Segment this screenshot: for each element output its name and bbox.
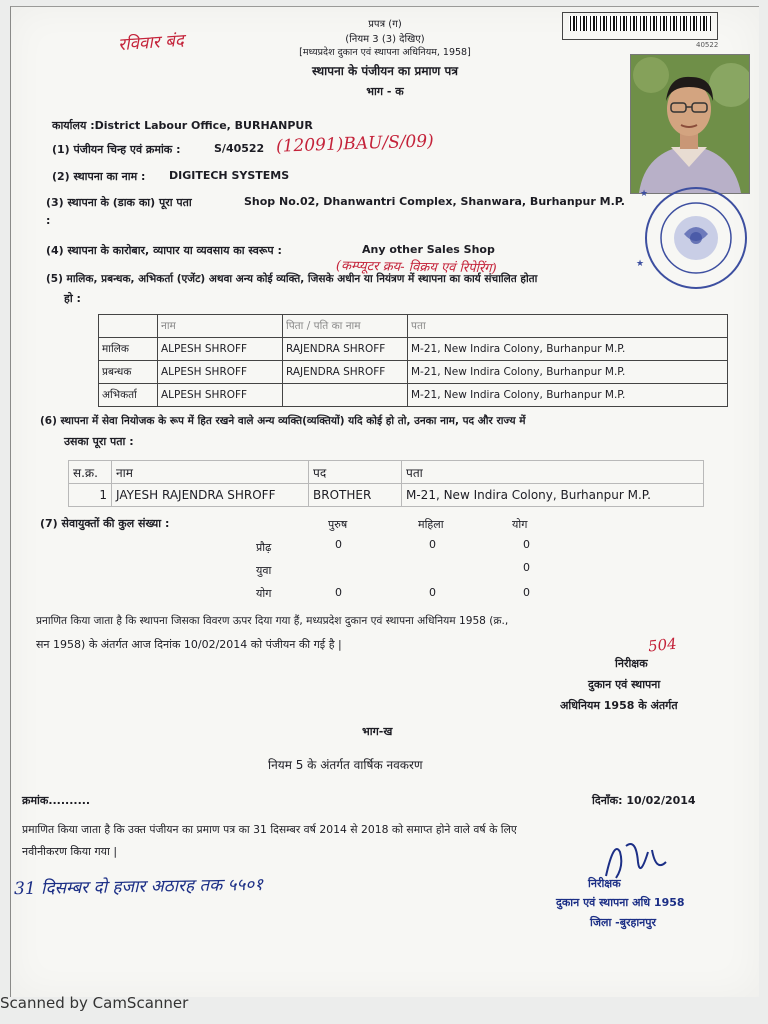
official-seal-icon — [624, 186, 766, 296]
inspector-act: अधिनियम 1958 के अंतर्गत — [560, 699, 678, 712]
role-cell: अभिकर्ता — [99, 384, 158, 407]
establishment-name: DIGITECH SYSTEMS — [169, 169, 290, 182]
address-cell: M-21, New Indira Colony, Burhanpur M.P. — [408, 338, 728, 361]
name-cell: ALPESH SHROFF — [158, 338, 283, 361]
office-label: कार्यालय :District Labour Office, BURHANPUR — [52, 119, 313, 132]
svg-text:★: ★ — [636, 259, 645, 269]
adult-female-count: 0 — [429, 538, 436, 551]
table-row — [99, 361, 728, 384]
sum-male-count: 0 — [335, 586, 342, 599]
name-cell: ALPESH SHROFF — [158, 361, 283, 384]
section-6-label-cont: उसका पूरा पता : — [64, 435, 134, 448]
person-portrait-icon — [631, 55, 749, 193]
table-header-cell: पद — [309, 461, 402, 484]
renewal-stamp-district: जिला -बुरहानपुर — [590, 916, 657, 929]
owners-table — [98, 314, 728, 407]
serial-label: क्रमांक.......... — [22, 794, 91, 807]
renewal-text-line-2: नवीनीकरण किया गया | — [22, 845, 118, 858]
table-header-cell — [99, 315, 158, 338]
inspector-signature: 504 — [647, 634, 678, 656]
part-b-title: भाग-ख — [362, 725, 393, 738]
establishment-address: Shop No.02, Dhanwantri Complex, Shanwara, Burhanpur M.P. — [244, 195, 625, 208]
address-cell: M-21, New Indira Colony, Burhanpur M.P. — [408, 361, 728, 384]
father-name-cell: RAJENDRA SHROFF — [283, 361, 408, 384]
name-cell: JAYESH RAJENDRA SHROFF — [112, 484, 309, 507]
section-6-label: (6) स्थापना में सेवा नियोजक के रूप में हित रखने वाले अन्य व्यक्ति(व्यक्तियों) यदि कोई हो तो, उनका नाम, पद और राज्य में — [40, 415, 526, 427]
table-header-row — [99, 315, 728, 338]
field-3-label: (3) स्थापना के (डाक का) पूरा पता — [46, 196, 192, 209]
section-7-label: (7) सेवायुक्तों की कुल संख्या : — [40, 517, 170, 530]
table-row — [69, 484, 704, 507]
adult-male-count: 0 — [335, 538, 342, 551]
certificate-title: स्थापना के पंजीयन का प्रमाण पत्र — [312, 64, 458, 78]
office-value: District Labour Office, BURHANPUR — [94, 119, 313, 132]
handwritten-tag: रविवार बंद — [117, 30, 185, 56]
adult-total-count: 0 — [523, 538, 530, 551]
table-header-cell: नाम — [158, 315, 283, 338]
table-row — [99, 384, 728, 407]
renewal-date: दिनाँक: 10/02/2014 — [592, 794, 696, 807]
certification-line-1: प्रनाणित किया जाता है कि स्थापना जिसका विवरण ऊपर दिया गया हैं, मध्यप्रदेश दुकान एवं स्थापना अधिनियम 1958 (क्र., — [36, 615, 509, 627]
rule-reference: (नियम 3 (3) देखिए) — [345, 34, 425, 45]
business-type: Any other Sales Shop — [362, 243, 495, 256]
table-row — [99, 338, 728, 361]
handwritten-renewal-note: 31 दिसम्बर दो हजार अठारह तक ५५०१ — [13, 874, 264, 900]
handwritten-registration-ref: (12091)BAU/S/09) — [275, 131, 435, 157]
barcode-number: 40522 — [696, 41, 719, 49]
table-header-cell: स.क्र. — [69, 461, 112, 484]
field-5-label-cont: हो : — [64, 292, 81, 305]
table-header-cell: पता — [408, 315, 728, 338]
youth-total-count: 0 — [523, 561, 530, 574]
svg-text:★: ★ — [640, 189, 649, 199]
owner-photo — [630, 54, 750, 194]
youth-row-label: युवा — [256, 564, 272, 577]
field-5-label: (5) मालिक, प्रबन्धक, अभिकर्ता (एजेंट) अथवा अन्य कोई व्यक्ति, जिसके अधीन या नियंत्रण में स्थापना का कार्य संचालित होता — [46, 273, 538, 285]
renewal-stamp-dept: दुकान एवं स्थापना अधि 1958 — [556, 896, 685, 909]
field-3-colon: : — [46, 214, 51, 227]
role-cell: प्रबन्धक — [99, 361, 158, 384]
registration-number: S/40522 — [214, 142, 265, 155]
female-column-header: महिला — [418, 518, 444, 531]
father-name-cell — [283, 384, 408, 407]
act-reference: [मध्यप्रदेश दुकान एवं स्थापना अधिनियम, 1958] — [299, 47, 471, 58]
sum-female-count: 0 — [429, 586, 436, 599]
scanner-watermark: Scanned by CamScanner — [0, 994, 189, 1012]
sum-row-label: योग — [256, 587, 272, 600]
renewal-text-line-1: प्रमाणित किया जाता है कि उक्त पंजीयन का प्रमाण पत्र का 31 दिसम्बर वर्ष 2014 से 2018 को समाप्त होने वाले वर्ष के लिए — [22, 823, 517, 836]
renewal-stamp-role: निरीक्षक — [588, 877, 621, 890]
field-1-label: (1) पंजीयन चिन्ह एवं क्रमांक : — [52, 143, 181, 156]
role-cell: मालिक — [99, 338, 158, 361]
father-name-cell: RAJENDRA SHROFF — [283, 338, 408, 361]
interest-persons-table — [68, 460, 704, 507]
table-header-cell: पता — [402, 461, 704, 484]
part-b-subtitle: नियम 5 के अंतर्गत वार्षिक नवकरण — [268, 758, 423, 772]
certification-line-2: सन 1958) के अंतर्गत आज दिनांक 10/02/2014 को पंजीयन की गई है | — [36, 638, 342, 651]
sum-total-count: 0 — [523, 586, 530, 599]
position-cell: BROTHER — [309, 484, 402, 507]
barcode-image — [562, 12, 718, 40]
address-cell: M-21, New Indira Colony, Burhanpur M.P. — [408, 384, 728, 407]
inspector-department: दुकान एवं स्थापना — [588, 678, 661, 691]
total-column-header: योग — [512, 518, 528, 531]
field-2-label: (2) स्थापना का नाम : — [52, 170, 146, 183]
handwritten-business-note: (कम्प्यूटर क्रय- विक्रय एवं रिपेरिंग) — [335, 258, 497, 277]
male-column-header: पुरुष — [328, 518, 348, 531]
table-header-cell: नाम — [112, 461, 309, 484]
table-header-cell: पिता / पति का नाम — [283, 315, 408, 338]
form-name: प्रपत्र (ग) — [368, 19, 402, 30]
adult-row-label: प्रौढ़ — [256, 541, 272, 554]
address-cell: M-21, New Indira Colony, Burhanpur M.P. — [402, 484, 704, 507]
inspector-role: निरीक्षक — [615, 657, 648, 670]
table-header-row — [69, 461, 704, 484]
serial-cell: 1 — [69, 484, 112, 507]
field-4-label: (4) स्थापना के कारोबार, व्यापार या व्यवसाय का स्वरूप : — [46, 244, 282, 257]
part-a-label: भाग - क — [366, 85, 404, 98]
name-cell: ALPESH SHROFF — [158, 384, 283, 407]
